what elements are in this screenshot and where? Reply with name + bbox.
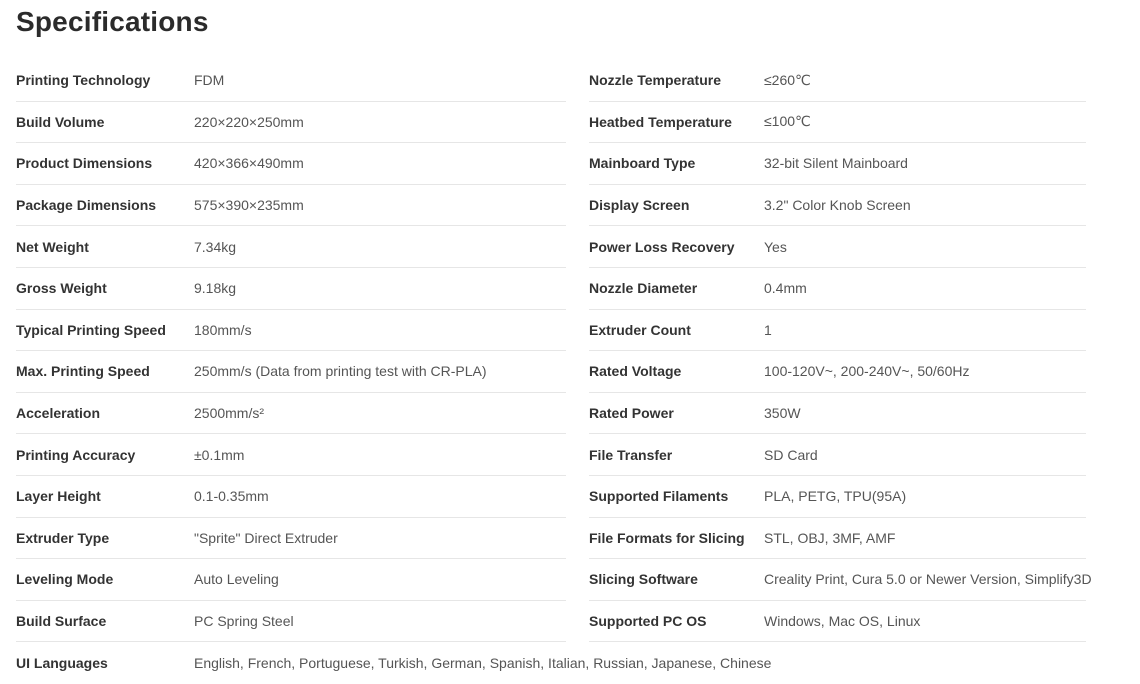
spec-value: Creality Print, Cura 5.0 or Newer Version, Simplify3D — [764, 571, 1092, 588]
spec-row — [16, 185, 566, 227]
spec-row — [589, 102, 1086, 144]
spec-value: 32-bit Silent Mainboard — [764, 155, 908, 172]
spec-label: Display Screen — [589, 197, 690, 214]
page-title: Specifications — [16, 6, 209, 37]
spec-label: Package Dimensions — [16, 197, 157, 214]
spec-value: 575×390×235mm — [194, 197, 304, 214]
spec-label: Nozzle Temperature — [589, 72, 721, 89]
spec-value: 0.1-0.35mm — [194, 488, 269, 505]
spec-row — [16, 559, 566, 601]
spec-row — [589, 393, 1086, 435]
spec-label: Supported PC OS — [589, 613, 707, 630]
spec-value: FDM — [194, 72, 225, 89]
spec-value: PC Spring Steel — [194, 613, 294, 630]
spec-value: 0.4mm — [764, 280, 807, 297]
spec-label: Printing Accuracy — [16, 446, 136, 463]
spec-value: Auto Leveling — [194, 571, 279, 588]
spec-value: 1 — [764, 321, 772, 338]
spec-row — [16, 102, 566, 144]
spec-label: Gross Weight — [16, 280, 107, 297]
spec-value: STL, OBJ, 3MF, AMF — [764, 529, 896, 546]
spec-row — [589, 226, 1086, 268]
spec-label: Supported Filaments — [589, 488, 729, 505]
spec-row — [589, 60, 1086, 102]
spec-value: Windows, Mac OS, Linux — [764, 613, 921, 630]
spec-value: SD Card — [764, 446, 818, 463]
spec-row — [589, 268, 1086, 310]
spec-row — [16, 226, 566, 268]
spec-label: Power Loss Recovery — [589, 238, 735, 255]
spec-label: File Formats for Slicing — [589, 529, 745, 546]
spec-label: Build Volume — [16, 113, 105, 130]
spec-value: ≤100℃ — [764, 113, 811, 130]
spec-label: Printing Technology — [16, 72, 151, 89]
spec-label: Layer Height — [16, 488, 101, 505]
spec-label: Slicing Software — [589, 571, 698, 588]
spec-label: Leveling Mode — [16, 571, 114, 588]
spec-value: English, French, Portuguese, Turkish, German, Spanish, Italian, Russian, Japanese, Chinese — [194, 655, 772, 672]
spec-row — [589, 185, 1086, 227]
spec-value: 180mm/s — [194, 321, 252, 338]
spec-row — [589, 601, 1086, 643]
spec-row — [16, 268, 566, 310]
spec-value: "Sprite" Direct Extruder — [194, 529, 338, 546]
spec-value: PLA, PETG, TPU(95A) — [764, 488, 907, 505]
spec-label: Nozzle Diameter — [589, 280, 698, 297]
spec-label: Extruder Type — [16, 529, 110, 546]
spec-row — [16, 518, 566, 560]
spec-row — [589, 476, 1086, 518]
spec-label: Extruder Count — [589, 321, 691, 338]
spec-label: Mainboard Type — [589, 155, 696, 172]
spec-row — [589, 518, 1086, 560]
spec-row — [16, 60, 566, 102]
spec-label: Net Weight — [16, 238, 89, 255]
spec-value: 100-120V~, 200-240V~, 50/60Hz — [764, 363, 970, 380]
spec-label: Heatbed Temperature — [589, 113, 732, 130]
spec-row-ui-languages — [16, 642, 1086, 684]
spec-value: 420×366×490mm — [194, 155, 304, 172]
spec-value: 9.18kg — [194, 280, 237, 297]
spec-row — [16, 143, 566, 185]
spec-row — [16, 351, 566, 393]
spec-row — [589, 310, 1086, 352]
spec-label: Typical Printing Speed — [16, 321, 166, 338]
spec-row — [16, 393, 566, 435]
spec-label: Build Surface — [16, 613, 107, 630]
spec-value: 2500mm/s² — [194, 405, 265, 422]
spec-row — [589, 143, 1086, 185]
spec-value: 220×220×250mm — [194, 113, 304, 130]
spec-label: Acceleration — [16, 405, 101, 422]
spec-label: Rated Voltage — [589, 363, 682, 380]
spec-row — [16, 601, 566, 643]
spec-value: 250mm/s (Data from printing test with CR-PLA) — [194, 363, 487, 380]
spec-row — [589, 351, 1086, 393]
spec-row — [16, 434, 566, 476]
spec-row — [589, 434, 1086, 476]
spec-value: ≤260℃ — [764, 71, 811, 88]
spec-value: 3.2" Color Knob Screen — [764, 197, 911, 214]
spec-label: UI Languages — [16, 655, 108, 672]
spec-value: 350W — [764, 405, 801, 422]
spec-label: Rated Power — [589, 405, 674, 422]
spec-row — [16, 476, 566, 518]
spec-value: Yes — [764, 238, 787, 255]
spec-row — [16, 310, 566, 352]
spec-value: ±0.1mm — [194, 446, 245, 463]
spec-row — [589, 559, 1092, 601]
spec-label: Max. Printing Speed — [16, 363, 150, 380]
spec-value: 7.34kg — [194, 238, 237, 255]
spec-label: Product Dimensions — [16, 155, 153, 172]
spec-label: File Transfer — [589, 446, 673, 463]
